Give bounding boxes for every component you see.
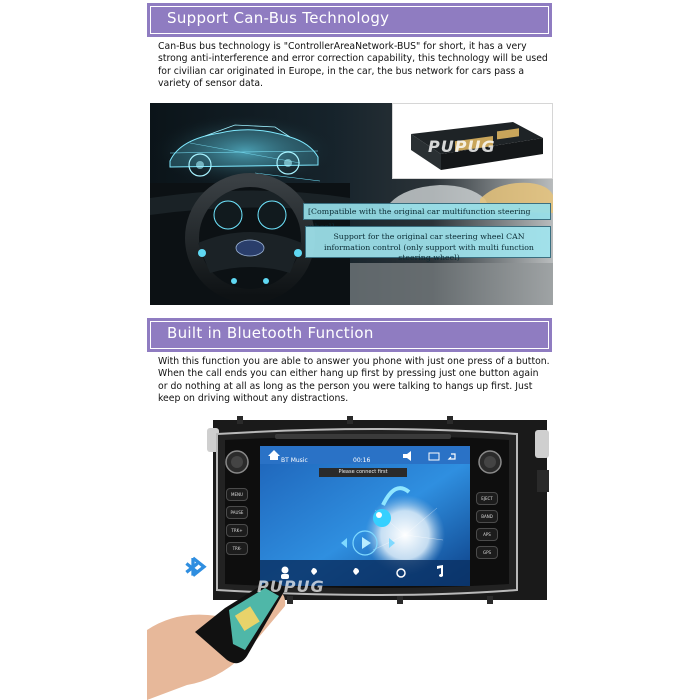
canbus-watermark-logo: PUPUG bbox=[428, 137, 496, 156]
canbus-description: Can-Bus bus technology is "ControllerAreaNetwork-BUS" for short, it has a very strong anti-interference and error correction capability, this technology will be used for civilian car originated in Europe, in the car, the bus network for cars pass a variety of sensor data. bbox=[158, 41, 548, 90]
aps-button: APS bbox=[476, 528, 498, 541]
bluetooth-section-banner bbox=[147, 318, 552, 352]
car-radio-photo bbox=[147, 410, 552, 700]
track-prev-button: TRK- bbox=[226, 542, 248, 555]
pause-button: PAUSE bbox=[226, 506, 248, 519]
radio-watermark-logo: PUPUG bbox=[257, 577, 325, 596]
band-button: BAND bbox=[476, 510, 498, 523]
can-info-callout-text: Support for the original car steering wheel CAN information control (only support with multi function steering wheel) bbox=[324, 232, 534, 262]
bluetooth-section-heading: Built in Bluetooth Function bbox=[167, 324, 374, 342]
canbus-section-heading: Support Can-Bus Technology bbox=[167, 9, 390, 27]
gps-button: GPS bbox=[476, 546, 498, 559]
steering-compat-callout bbox=[303, 203, 551, 220]
canbus-section-banner bbox=[147, 3, 552, 37]
bluetooth-description: With this function you are able to answer you phone with just one press of a button. When the call ends you can either hang up first by pressing just one button again or do nothing at all as long as the person you were talking to hangs up first. Just keep on driving without any distractions. bbox=[158, 356, 550, 405]
screen-message: Please connect first bbox=[319, 468, 407, 477]
screen-time: 00:16 bbox=[353, 457, 371, 464]
screen-title: BT Music bbox=[281, 457, 308, 464]
eject-button: EJECT bbox=[476, 492, 498, 505]
can-info-callout bbox=[305, 226, 551, 262]
menu-button: MENU bbox=[226, 488, 248, 501]
steering-compat-callout-text: [Compatible with the original car multifunction steering bbox=[308, 207, 531, 216]
track-next-button: TRK+ bbox=[226, 524, 248, 537]
bluetooth-icon bbox=[186, 558, 204, 576]
canbus-product-photo bbox=[150, 103, 553, 305]
